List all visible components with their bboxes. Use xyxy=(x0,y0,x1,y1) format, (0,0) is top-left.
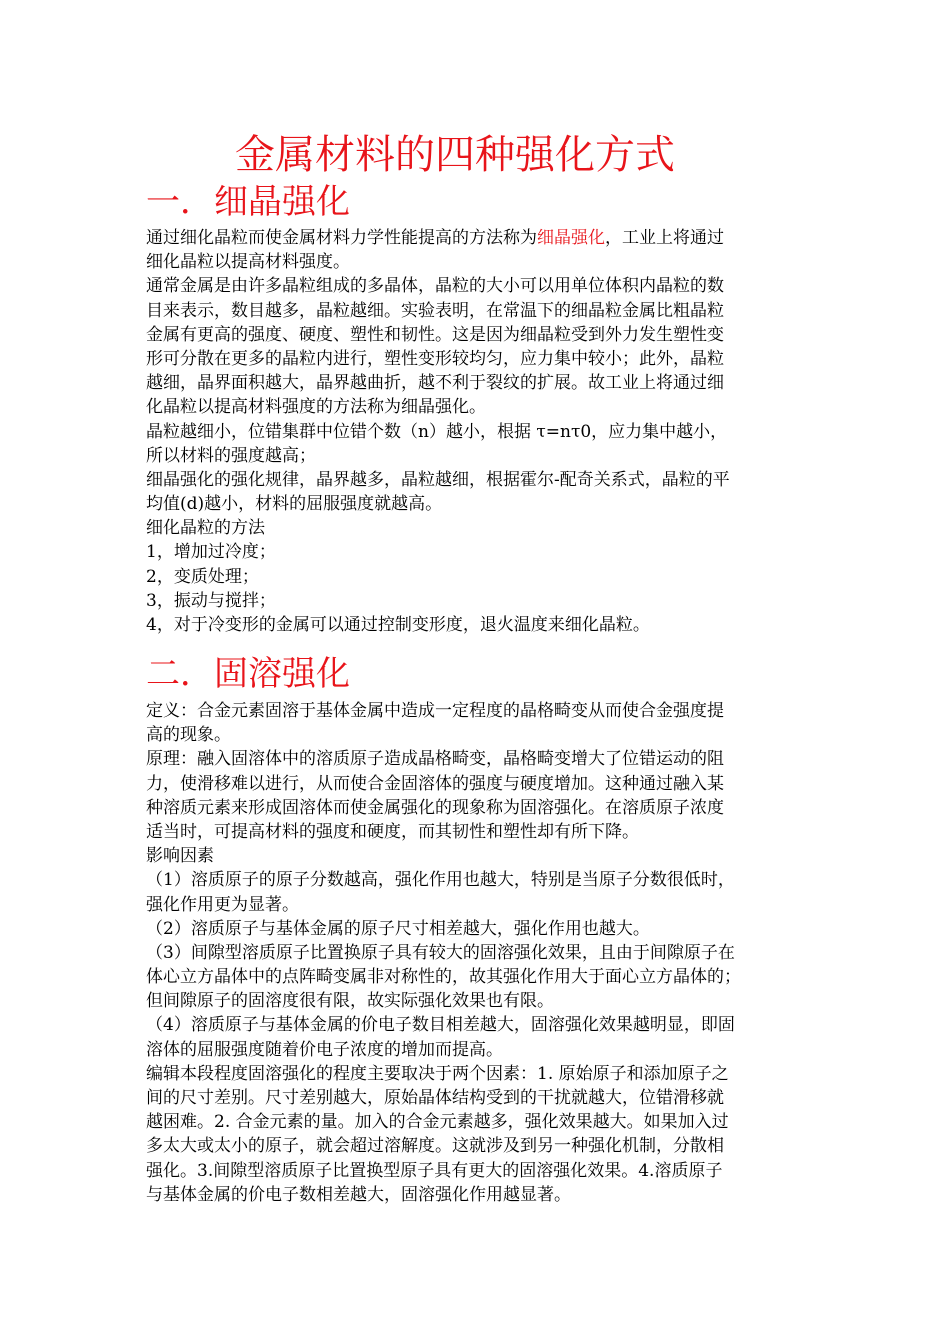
paragraph-line: （2）溶质原子与基体金属的原子尺寸相差越大，强化作用也越大。 xyxy=(146,918,650,939)
section-body-solid-solution xyxy=(146,699,816,1207)
paragraph-line: 通常金属是由许多晶粒组成的多晶体，晶粒的大小可以用单位体积内晶粒的数 xyxy=(146,276,724,297)
paragraph-line: 强化。3.间隙型溶质原子比置换型原子具有更大的固溶强化效果。4.溶质原子 xyxy=(146,1160,723,1181)
paragraph-line: 化晶粒以提高材料强度的方法称为细晶强化。 xyxy=(146,397,486,418)
paragraph-line: 但间隙原子的固溶度很有限，故实际强化效果也有限。 xyxy=(146,991,554,1012)
paragraph-line: （3）间隙型溶质原子比置换原子具有较大的固溶强化效果，且由于间隙原子在 xyxy=(146,942,735,963)
paragraph-line: 金属有更高的强度、硬度、塑性和韧性。这是因为细晶粒受到外力发生塑性变 xyxy=(146,324,724,345)
highlight-term: 细晶强化 xyxy=(537,228,605,248)
line-text: ，工业上将通过 xyxy=(605,228,724,248)
paragraph-line: 原理：融入固溶体中的溶质原子造成晶格畸变，晶格畸变增大了位错运动的阻 xyxy=(146,749,724,770)
line-text: 通过细化晶粒而使金属材料力学性能提高的方法称为 xyxy=(146,228,537,248)
paragraph-line: 晶粒越细小，位错集群中位错个数（n）越小，根据 τ=nτ0，应力集中越小， xyxy=(146,421,728,442)
paragraph-line: 体心立方晶体中的点阵畸变属非对称性的，故其强化作用大于面心立方晶体的； xyxy=(146,967,741,988)
paragraph-line: 均值(d)越小，材料的屈服强度就越高。 xyxy=(146,494,443,515)
paragraph-line: 所以材料的强度越高； xyxy=(146,445,316,466)
paragraph-line: 间的尺寸差别。尺寸差别越大，原始晶体结构受到的干扰就越大，位错滑移就 xyxy=(146,1088,724,1108)
paragraph-line: 多太大或太小的原子，就会超过溶解度。这就涉及到另一种强化机制，分散相 xyxy=(146,1136,724,1157)
paragraph-line: 目来表示，数目越多，晶粒越细。实验表明，在常温下的细晶粒金属比粗晶粒 xyxy=(146,300,724,321)
paragraph-line: 细晶强化的强化规律，晶界越多，晶粒越细，根据霍尔-配奇关系式，晶粒的平 xyxy=(146,469,730,490)
list-item: 4，对于冷变形的金属可以通过控制变形度，退火温度来细化晶粒。 xyxy=(146,615,650,635)
document-title: 金属材料的四种强化方式 xyxy=(235,132,675,178)
list-item: 2，变质处理； xyxy=(146,566,259,587)
paragraph-line: 细化晶粒的方法 xyxy=(146,518,265,539)
list-item: 3，振动与搅拌； xyxy=(146,590,276,611)
paragraph-line: 力，使滑移难以进行，从而使合金固溶体的强度与硬度增加。这种通过融入某 xyxy=(146,773,724,794)
paragraph-line: 编辑本段程度固溶强化的程度主要取决于两个因素：1. 原始原子和添加原子之 xyxy=(146,1063,729,1084)
paragraph-line xyxy=(146,226,816,250)
paragraph-line: 溶体的屈服强度随着价电子浓度的增加而提高。 xyxy=(146,1039,503,1060)
paragraph-line: 高的现象。 xyxy=(146,725,231,746)
paragraph-line: 细化晶粒以提高材料强度。 xyxy=(146,252,350,273)
paragraph-line: （4）溶质原子与基体金属的价电子数目相差越大，固溶强化效果越明显，即固 xyxy=(146,1015,735,1036)
paragraph-line: 越困难。2. 合金元素的量。加入的合金元素越多，强化效果越大。如果加入过 xyxy=(146,1112,729,1133)
paragraph-line: 形可分散在更多的晶粒内进行，塑性变形较均匀，应力集中较小；此外，晶粒 xyxy=(146,348,724,369)
paragraph-line: 影响因素 xyxy=(146,846,214,867)
paragraph-line: 与基体金属的价电子数相差越大，固溶强化作用越显著。 xyxy=(146,1184,571,1205)
list-item: 1，增加过冷度； xyxy=(146,542,276,563)
paragraph-line: 种溶质元素来形成固溶体而使金属强化的现象称为固溶强化。在溶质原子浓度 xyxy=(146,797,724,818)
paragraph-line: 强化作用更为显著。 xyxy=(146,894,299,915)
section-heading-fine-grain: 一．细晶强化 xyxy=(146,182,350,222)
paragraph-line: 越细，晶界面积越大，晶界越曲折，越不利于裂纹的扩展。故工业上将通过细 xyxy=(146,373,724,394)
section-heading-solid-solution: 二．固溶强化 xyxy=(146,654,350,694)
paragraph-line: 适当时，可提高材料的强度和硬度，而其韧性和塑性却有所下降。 xyxy=(146,821,639,842)
paragraph-line: 定义：合金元素固溶于基体金属中造成一定程度的晶格畸变从而使合金强度提 xyxy=(146,701,724,721)
paragraph-line: （1）溶质原子的原子分数越高，强化作用也越大，特别是当原子分数很低时， xyxy=(146,870,735,891)
section-body-fine-grain xyxy=(146,226,816,637)
